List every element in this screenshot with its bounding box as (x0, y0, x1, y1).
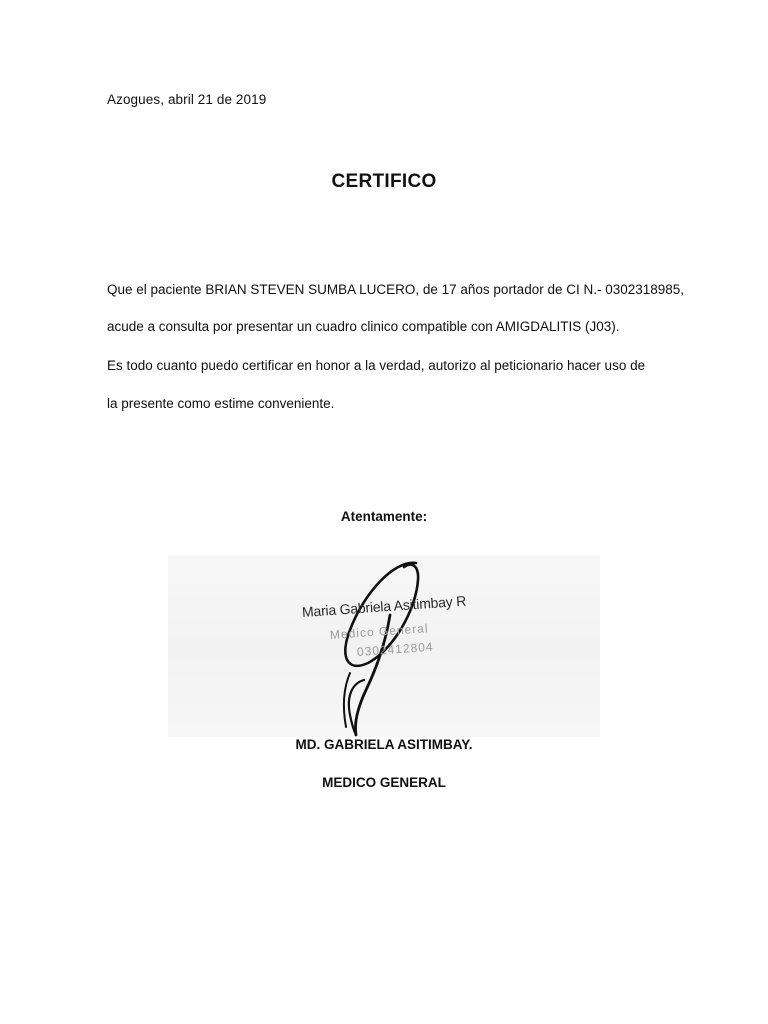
signer-name: MD. GABRIELA ASITIMBAY. (295, 737, 473, 752)
closing-salutation: Atentamente: (340, 509, 428, 524)
signer-title: MEDICO GENERAL (322, 775, 446, 790)
body-line-3: Es todo cuanto puedo certificar en honor a la verdad, autorizo al peticionario hacer uso de (107, 358, 646, 373)
document-title: CERTIFICO (331, 171, 437, 192)
body-line-4: la presente como estime conveniente. (107, 396, 335, 411)
stamp-role: Medico General (329, 621, 429, 642)
place-date: Azogues, abril 21 de 2019 (107, 92, 267, 107)
body-line-1: Que el paciente BRIAN STEVEN SUMBA LUCERO, de 17 años portador de CI N.- 0302318985, (107, 282, 685, 297)
stamp-registration-number: 0302412804 (356, 639, 435, 659)
stamp-name: Maria Gabriela Asitimbay R (301, 592, 467, 620)
body-line-2: acude a consulta por presentar un cuadro clinico compatible con AMIGDALITIS (J03). (107, 319, 620, 334)
